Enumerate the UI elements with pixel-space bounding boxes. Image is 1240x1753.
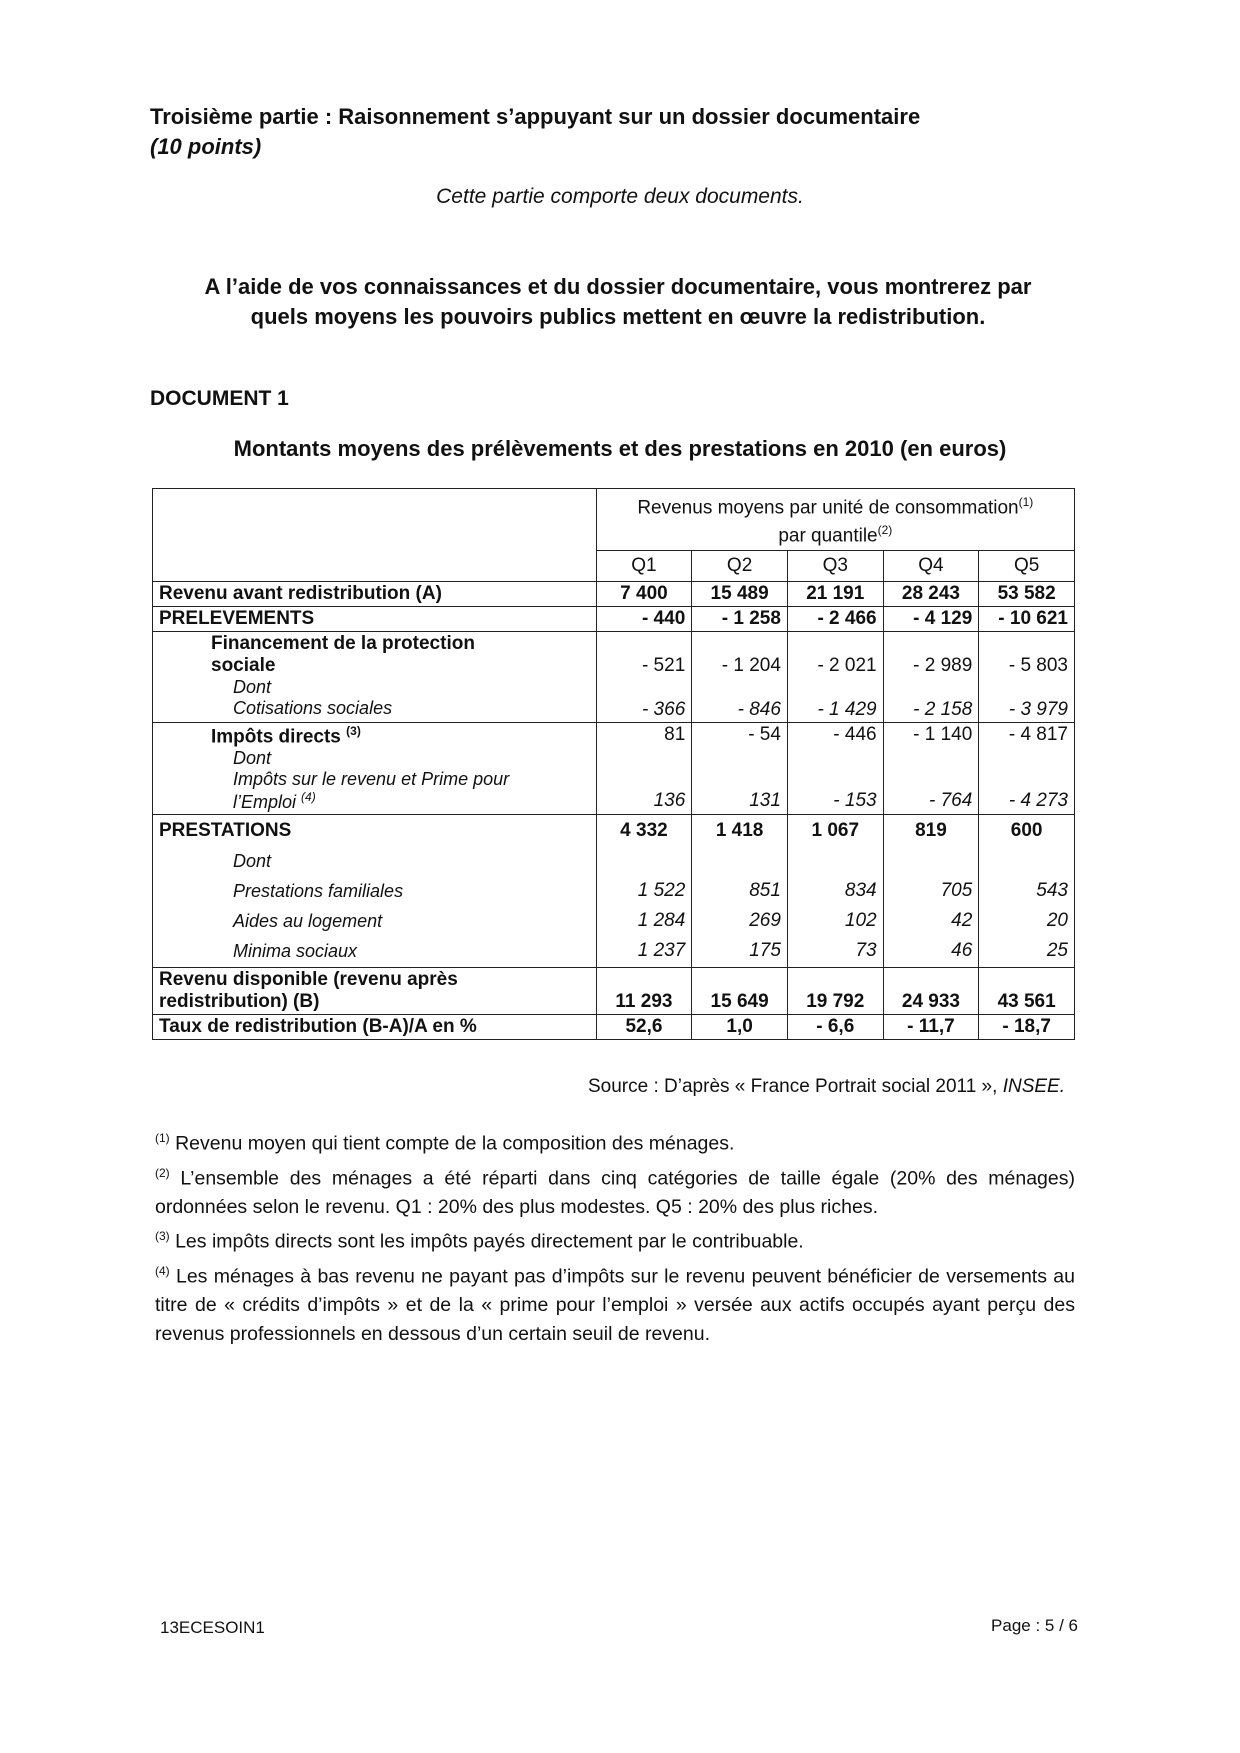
prestations-dont: Dont <box>233 850 272 871</box>
sub-value: - 3 979 <box>1008 698 1068 720</box>
footnote-marker: (4) <box>155 1263 170 1278</box>
value: - 1 204 <box>721 654 781 676</box>
footnote <box>155 1257 1075 1350</box>
prestations-label: PRESTATIONS <box>159 819 292 841</box>
cell <box>692 814 788 967</box>
quantile-header: Q4 <box>883 550 979 581</box>
cell: - 6,6 <box>787 1014 883 1039</box>
cell <box>979 722 1075 814</box>
table-corner-cell <box>153 489 597 582</box>
cell <box>979 631 1075 722</box>
question-line-2: quels moyens les pouvoirs publics mettent en œuvre la redistribution. <box>250 304 986 329</box>
cell: 52,6 <box>596 1014 692 1039</box>
footnote-text: Revenu moyen qui tient compte de la composition des ménages. <box>169 1132 735 1155</box>
minima-value: 175 <box>749 939 781 961</box>
impots-sub-label-2-text: l’Emploi <box>233 791 297 812</box>
logement-value: 1 284 <box>637 909 686 931</box>
cell <box>979 814 1075 967</box>
footnote-text: L’ensemble des ménages a été réparti dans cinq catégories de taille égale (20% des ménages) ordonnées selon le revenu. Q1 : 20% des plus modestes. Q5 : 20% des plus riches. <box>155 1167 1075 1218</box>
table-row-financement <box>153 631 1075 722</box>
table-row-prestations <box>153 814 1075 967</box>
value: - 5 803 <box>1008 654 1068 676</box>
table-row-revenu-dispo <box>153 967 1075 1014</box>
row-label-prestations <box>153 814 597 967</box>
minima-value: 46 <box>951 939 973 961</box>
logement-value: 20 <box>1046 909 1068 931</box>
logement-value: 102 <box>844 909 877 931</box>
cell: - 4 129 <box>883 606 979 631</box>
footnotes <box>155 1124 1075 1349</box>
sub-value: - 1 429 <box>817 698 877 720</box>
cell <box>596 722 692 814</box>
value: 819 <box>915 819 947 841</box>
cell: - 10 621 <box>979 606 1075 631</box>
value: 1 418 <box>715 819 764 841</box>
revenu-dispo-label-1: Revenu disponible (revenu après <box>159 968 458 990</box>
row-label-impots <box>153 722 597 814</box>
question-line-1: A l’aide de vos connaissances et du dossier documentaire, vous montrerez par <box>204 274 1032 299</box>
cell <box>787 814 883 967</box>
sub-value: 131 <box>749 789 781 811</box>
value: - 2 989 <box>913 654 973 676</box>
logement-value: 42 <box>951 909 973 931</box>
cell: - 440 <box>596 606 692 631</box>
minima-value: 73 <box>855 939 877 961</box>
logement-label: Aides au logement <box>233 910 383 931</box>
source-line <box>588 1076 1065 1098</box>
cell: 15 649 <box>692 967 788 1014</box>
redistribution-table <box>152 488 1075 1040</box>
cell <box>883 722 979 814</box>
financement-dont: Dont <box>233 676 272 697</box>
minima-label: Minima sociaux <box>233 940 358 961</box>
value: 81 <box>664 723 686 745</box>
row-label: Revenu avant redistribution (A) <box>153 581 597 606</box>
quantile-header: Q3 <box>787 550 883 581</box>
header-main-text: Revenus moyens par unité de consommation <box>637 497 1019 519</box>
footnote <box>155 1222 1075 1257</box>
header-sup-2: (2) <box>877 523 893 538</box>
revenu-dispo-label-2: redistribution) (B) <box>159 990 320 1012</box>
cell: 28 243 <box>883 581 979 606</box>
financement-sub-label: Cotisations sociales <box>233 697 393 718</box>
familiales-label: Prestations familiales <box>233 880 404 901</box>
row-label-financement <box>153 631 597 722</box>
value: - 446 <box>833 723 877 745</box>
impots-sub-label-1: Impôts sur le revenu et Prime pour <box>233 768 510 789</box>
source-text: Source : D’après « France Portrait social 2011 », <box>588 1076 1003 1097</box>
impots-label <box>159 724 590 748</box>
part-points: (10 points) <box>150 134 262 159</box>
footnote <box>155 1159 1075 1223</box>
financement-label-2: sociale <box>211 654 276 676</box>
question <box>148 272 1088 332</box>
cell <box>883 814 979 967</box>
cell: 1,0 <box>692 1014 788 1039</box>
cell: 24 933 <box>883 967 979 1014</box>
table-row-prelevements <box>153 606 1075 631</box>
quantile-header: Q1 <box>596 550 692 581</box>
cell: 7 400 <box>596 581 692 606</box>
row-label: Taux de redistribution (B-A)/A en % <box>153 1014 597 1039</box>
impots-dont: Dont <box>233 747 272 768</box>
value: - 2 021 <box>817 654 877 676</box>
cell: - 18,7 <box>979 1014 1075 1039</box>
logement-value: 269 <box>749 909 781 931</box>
cell <box>692 631 788 722</box>
impots-sub-sup: (4) <box>301 789 316 804</box>
impots-sub-label-2 <box>159 790 590 813</box>
cell: - 11,7 <box>883 1014 979 1039</box>
footer-code: 13ECESOIN1 <box>160 1618 265 1637</box>
table-row-impots <box>153 722 1075 814</box>
cell: 43 561 <box>979 967 1075 1014</box>
cell <box>596 631 692 722</box>
value: - 521 <box>641 654 686 676</box>
impots-sup: (3) <box>346 723 361 738</box>
footnote-text: Les impôts directs sont les impôts payés directement par le contribuable. <box>169 1230 804 1253</box>
row-label-revenu-dispo <box>153 967 597 1014</box>
minima-value: 1 237 <box>637 939 686 961</box>
header-line-2: par quantile <box>778 525 878 547</box>
familiales-value: 1 522 <box>637 879 686 901</box>
financement-label-1: Financement de la protection <box>211 632 475 654</box>
quantile-header: Q2 <box>692 550 788 581</box>
value: - 54 <box>748 723 781 745</box>
part-title <box>150 102 920 162</box>
header-sup-1: (1) <box>1018 495 1034 509</box>
cell: - 2 466 <box>787 606 883 631</box>
familiales-value: 543 <box>1036 879 1068 901</box>
document-label: DOCUMENT 1 <box>150 387 289 410</box>
cell <box>692 722 788 814</box>
sub-value: - 153 <box>833 789 877 811</box>
part-title-text: Troisième partie : Raisonnement s’appuyant sur un dossier documentaire <box>150 104 921 129</box>
cell <box>787 631 883 722</box>
footnote <box>155 1124 1075 1159</box>
quantile-header: Q5 <box>979 550 1075 581</box>
cell: - 1 258 <box>692 606 788 631</box>
cell: 19 792 <box>787 967 883 1014</box>
value: 1 067 <box>811 819 860 841</box>
value: - 1 140 <box>913 723 973 745</box>
cell <box>596 814 692 967</box>
footer-page-number: Page : 5 / 6 <box>991 1616 1078 1635</box>
cell: 53 582 <box>979 581 1075 606</box>
source-publisher: INSEE. <box>1002 1076 1065 1097</box>
intro-text: Cette partie comporte deux documents. <box>436 185 804 208</box>
sub-value: 136 <box>653 789 686 811</box>
document-title: Montants moyens des prélèvements et des prestations en 2010 (en euros) <box>233 436 1007 461</box>
familiales-value: 851 <box>749 879 781 901</box>
cell <box>883 631 979 722</box>
cell: 11 293 <box>596 967 692 1014</box>
sub-value: - 2 158 <box>913 698 973 720</box>
minima-value: 25 <box>1046 939 1068 961</box>
cell: 21 191 <box>787 581 883 606</box>
table-row-revenu-avant <box>153 581 1075 606</box>
cell: 15 489 <box>692 581 788 606</box>
table-header-row <box>153 489 1075 551</box>
footnote-marker: (2) <box>155 1165 170 1180</box>
impots-label-text: Impôts directs <box>211 725 341 747</box>
familiales-value: 705 <box>940 879 973 901</box>
value: 600 <box>1010 819 1043 841</box>
table-header-cell <box>596 489 1074 551</box>
cell <box>787 722 883 814</box>
sub-value: - 4 273 <box>1008 789 1068 811</box>
sub-value: - 846 <box>737 698 781 720</box>
sub-value: - 366 <box>641 698 686 720</box>
sub-value: - 764 <box>928 789 973 811</box>
value: - 4 817 <box>1008 723 1068 745</box>
table-row-taux <box>153 1014 1075 1039</box>
row-label: PRELEVEMENTS <box>153 606 597 631</box>
footnote-text: Les ménages à bas revenu ne payant pas d’impôts sur le revenu peuvent bénéficier de versements au titre de « crédits d’impôts » et de la « prime pour l’emploi » versée aux actifs occupés ayant perçu des revenus professionnels en dessous d’un certain seuil de revenu. <box>155 1265 1075 1345</box>
value: 4 332 <box>620 819 668 841</box>
familiales-value: 834 <box>844 879 877 901</box>
footnote-marker: (3) <box>155 1229 170 1243</box>
footnote-marker: (1) <box>155 1131 170 1145</box>
